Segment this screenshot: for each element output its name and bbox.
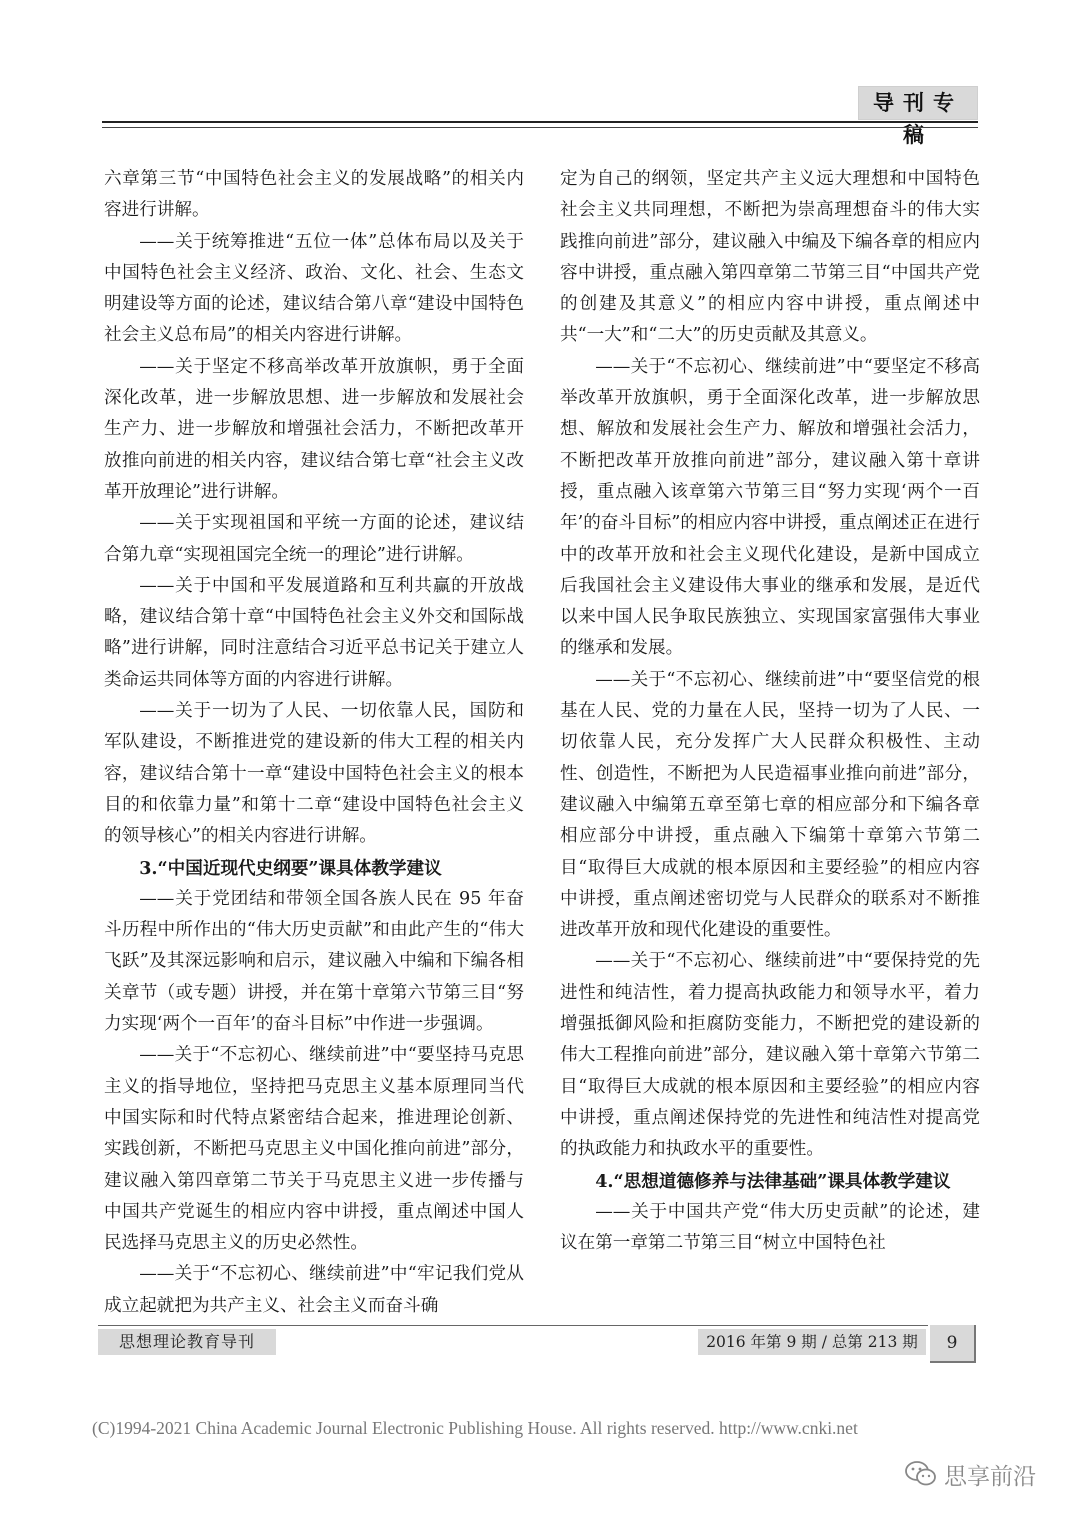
paragraph: ——关于“不忘初心、继续前进”中“要坚信党的根基在人民、党的力量在人民，坚持一切为了人民、一切依靠人民，充分发挥广大人民群众积极性、主动性、创造性，不断把为人民造福事业推向前进”部分，建议融入中编第五章至第七章的相应部分和下编各章相应部分中讲授，重点融入下编第十章第六节第二目“取得巨大成就的根本原因和主要经验”的相应内容中讲授，重点阐述密切党与人民群众的联系对不断推进改革开放和现代化建设的重要性。 xyxy=(560,669,980,941)
paragraph: ——关于“不忘初心、继续前进”中“要保持党的先进性和纯洁性，着力提高执政能力和领导水平，着力增强抵御风险和拒腐防变能力，不断把党的建设新的伟大工程推向前进”部分，建议融入第十章第六节第二目“取得巨大成就的根本原因和主要经验”的相应内容中讲授，重点阐述保持党的先进性和纯洁性对提高党的执政能力和执政水平的重要性。 xyxy=(560,951,980,1160)
page-number: 9 xyxy=(930,1325,976,1363)
right-column xyxy=(560,164,980,1259)
issue-info: 2016 年第 9 期 / 总第 213 期 xyxy=(698,1329,926,1355)
watermark-text: 思享前沿 xyxy=(944,1463,1036,1490)
paragraph: ——关于一切为了人民、一切依靠人民，国防和军队建设，不断推进党的建设新的伟大工程的相关内容，建议结合第十一章“建设中国特色社会主义的根本目的和依靠力量”和第十二章“建设中国特色社会主义的领导核心”的相关内容进行讲解。 xyxy=(104,701,524,847)
paragraph: ——关于坚定不移高举改革开放旗帜，勇于全面深化改革，进一步解放思想、进一步解放和发展社会生产力、进一步解放和增强社会活力，不断把改革开放推向前进的相关内容，建议结合第七章“社会主义改革开放理论”进行讲解。 xyxy=(104,356,524,502)
journal-name: 思想理论教育导刊 xyxy=(98,1329,276,1355)
section-tag: 导刊专稿 xyxy=(858,86,978,120)
paragraph: ——关于“不忘初心、继续前进”中“要坚定不移高举改革开放旗帜，勇于全面深化改革，进一步解放思想、解放和发展社会生产力、解放和增强社会活力，不断把改革开放推向前进”部分，建议融入第十章讲授，重点融入该章第六节第三目“努力实现‘两个一百年’的奋斗目标”的相应内容中讲授，重点阐述正在进行中的改革开放和社会主义现代化建设，是新中国成立后我国社会主义建设伟大事业的继承和发展，是近代以来中国人民争取民族独立、实现国家富强伟大事业的继承和发展。 xyxy=(560,356,980,659)
header-rule xyxy=(102,121,978,128)
paragraph: ——关于“不忘初心、继续前进”中“牢记我们党从成立起就把为共产主义、社会主义而奋斗确 xyxy=(104,1264,524,1316)
paragraph: ——关于实现祖国和平统一方面的论述，建议结合第九章“实现祖国完全统一的理论”进行讲解。 xyxy=(104,513,524,565)
copyright-notice: (C)1994-2021 China Academic Journal Electronic Publishing House. All rights reserved. http://www.cnki.net xyxy=(92,1418,858,1438)
paragraph: ——关于中国共产党“伟大历史贡献”的论述，建议在第一章第二节第三目“树立中国特色社 xyxy=(560,1201,980,1254)
wechat-icon xyxy=(904,1460,938,1488)
footer-rule xyxy=(98,1325,928,1326)
paragraph: ——关于党团结和带领全国各族人民在 95 年奋斗历程中所作出的“伟大历史贡献”和由此产生的“伟大飞跃”及其深远影响和启示，建议融入中编和下编各相关章节（或专题）讲授，并在第十章第六节第三目“努力实现‘两个一百年’的奋斗目标”中作进一步强调。 xyxy=(104,888,524,1035)
section-heading: 3.“中国近现代史纲要”课具体教学建议 xyxy=(139,857,442,879)
paragraph: 定为自己的纲领，坚定共产主义远大理想和中国特色社会主义共同理想，不断把为崇高理想奋斗的伟大实践推向前进”部分，建议融入中编及下编各章的相应内容中讲授，重点融入第四章第二节第三目“中国共产党的创建及其意义”的相应内容中讲授，重点阐述中共“一大”和“二大”的历史贡献及其意义。 xyxy=(560,169,980,346)
paragraph: 六章第三节“中国特色社会主义的发展战略”的相关内容进行讲解。 xyxy=(104,169,524,221)
left-column xyxy=(104,164,524,1322)
paragraph: ——关于“不忘初心、继续前进”中“要坚持马克思主义的指导地位，坚持把马克思主义基本原理同当代中国实际和时代特点紧密结合起来，推进理论创新、实践创新，不断把马克思主义中国化推向前进”部分，建议融入第四章第二节关于马克思主义进一步传播与中国共产党诞生的相应内容中讲授，重点阐述中国人民选择马克思主义的历史必然性。 xyxy=(104,1045,524,1254)
paragraph: ——关于统筹推进“五位一体”总体布局以及关于中国特色社会主义经济、政治、文化、社会、生态文明建设等方面的论述，建议结合第八章“建设中国特色社会主义总布局”的相关内容进行讲解。 xyxy=(104,231,524,346)
paragraph: ——关于中国和平发展道路和互利共赢的开放战略，建议结合第十章“中国特色社会主义外交和国际战略”进行讲解，同时注意结合习近平总书记关于建立人类命运共同体等方面的内容进行讲解。 xyxy=(104,575,524,690)
section-heading: 4.“思想道德修养与法律基础”课具体教学建议 xyxy=(595,1170,951,1192)
watermark xyxy=(904,1456,1036,1492)
